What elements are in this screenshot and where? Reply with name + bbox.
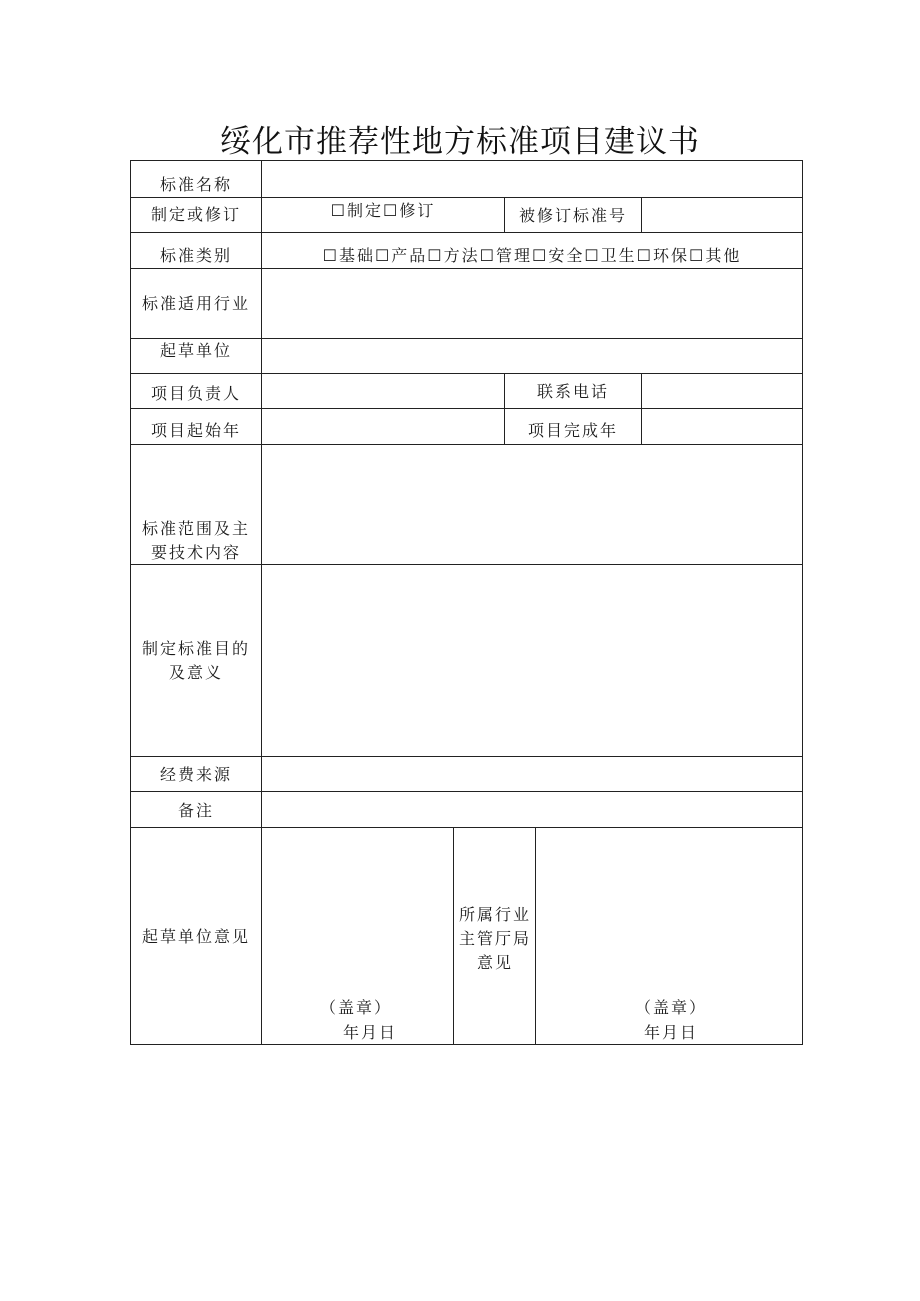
- establish-or-revise-label: 制定或修订: [150, 205, 241, 224]
- scope-field[interactable]: [262, 451, 802, 559]
- industry-label: 标准适用行业: [141, 294, 250, 313]
- start-year-label: 项目起始年: [150, 421, 241, 440]
- funding-label: 经费来源: [159, 765, 232, 784]
- column-divider: [453, 827, 454, 1044]
- standard-name-label: 标准名称: [159, 175, 232, 194]
- proposal-form-table: [130, 160, 803, 1045]
- finish-year-field[interactable]: [642, 415, 802, 439]
- authority-opinion-field[interactable]: [536, 833, 802, 993]
- authority-seal: （盖章）: [634, 998, 707, 1017]
- row-divider: [131, 756, 802, 757]
- document-title: 绥化市推荐性地方标准项目建议书: [220, 124, 700, 160]
- row-divider: [131, 827, 802, 828]
- project-lead-field[interactable]: [262, 379, 504, 403]
- project-lead-label: 项目负责人: [150, 384, 241, 403]
- finish-year-label: 项目完成年: [527, 421, 618, 440]
- revised-standard-number-field[interactable]: [642, 204, 802, 228]
- standard-category-options[interactable]: ☐基础☐产品☐方法☐管理☐安全☐卫生☐环保☐其他: [322, 246, 742, 265]
- drafting-unit-label: 起草单位: [159, 341, 232, 360]
- row-divider: [131, 197, 802, 198]
- revised-standard-number-label: 被修订标准号: [518, 206, 627, 225]
- establish-or-revise-options[interactable]: ☐制定☐修订: [330, 201, 436, 220]
- row-divider: [131, 268, 802, 269]
- row-divider: [131, 791, 802, 792]
- drafting-unit-opinion-label: 起草单位意见: [141, 927, 250, 946]
- row-divider: [131, 373, 802, 374]
- contact-phone-field[interactable]: [642, 379, 802, 403]
- row-divider: [131, 232, 802, 233]
- standard-name-field[interactable]: [262, 167, 802, 191]
- row-divider: [131, 408, 802, 409]
- row-divider: [131, 444, 802, 445]
- authority-opinion-label: 所属行业主管厅局意见: [458, 905, 531, 972]
- drafting-unit-field[interactable]: [262, 344, 802, 368]
- authority-date: 年月日: [643, 1023, 698, 1042]
- contact-phone-label: 联系电话: [536, 382, 609, 401]
- industry-field[interactable]: [262, 292, 802, 316]
- drafting-unit-opinion-field[interactable]: [262, 833, 453, 993]
- purpose-field[interactable]: [262, 571, 802, 751]
- drafting-unit-seal: （盖章）: [319, 998, 392, 1017]
- purpose-label: 制定标准目的及意义: [141, 639, 250, 682]
- standard-category-label: 标准类别: [159, 246, 232, 265]
- remarks-field[interactable]: [262, 798, 802, 822]
- remarks-label: 备注: [177, 801, 214, 820]
- drafting-unit-date: 年月日: [342, 1023, 397, 1042]
- start-year-field[interactable]: [262, 415, 504, 439]
- scope-label: 标准范围及主要技术内容: [141, 519, 250, 562]
- funding-field[interactable]: [262, 762, 802, 786]
